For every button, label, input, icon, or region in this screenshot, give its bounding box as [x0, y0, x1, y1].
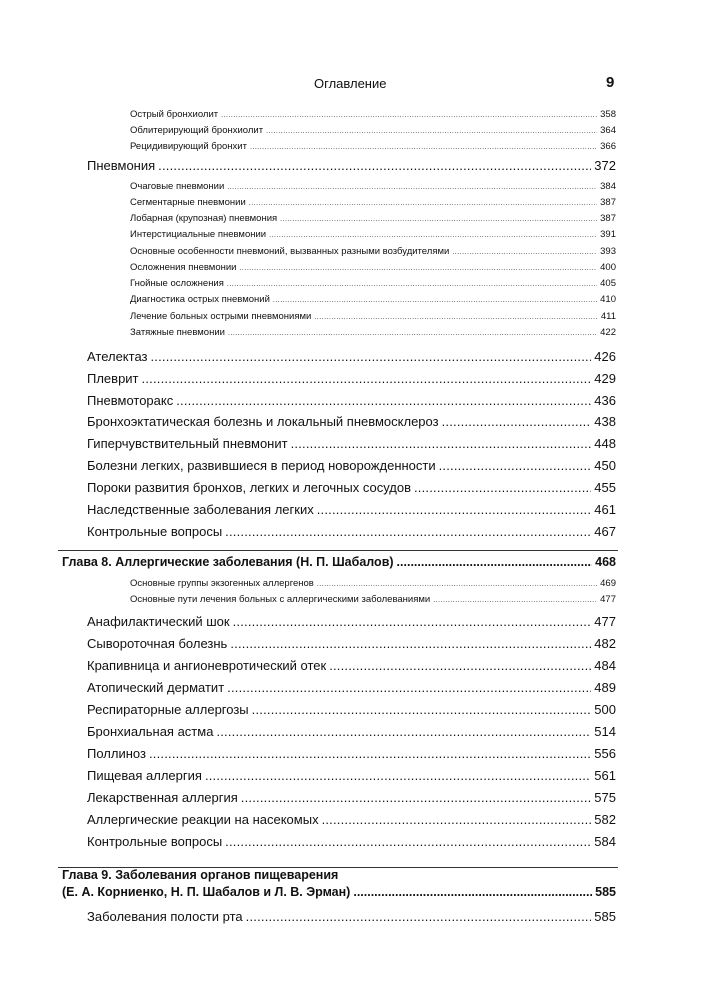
toc-entry-label: Диагностика острых пневмоний [130, 294, 270, 305]
toc-subentry[interactable] [130, 109, 616, 120]
toc-page-number: 400 [600, 262, 616, 273]
toc-entry[interactable] [87, 658, 616, 673]
toc-subentry[interactable] [130, 213, 616, 224]
toc-entry-label: Интерстициальные пневмонии [130, 229, 267, 240]
toc-entry-label: Основные пути лечения больных с аллергическими заболеваниями [130, 594, 431, 605]
toc-entry-label: Плеврит [87, 371, 139, 386]
dot-leader [353, 885, 592, 899]
dot-leader [233, 614, 592, 629]
dot-leader [221, 112, 597, 119]
toc-entry-label: Лекарственная аллергия [87, 790, 238, 805]
dot-leader [225, 524, 591, 539]
toc-entry-label: Очаговые пневмонии [130, 181, 225, 192]
toc-page-number: 467 [594, 524, 616, 539]
toc-subentry[interactable] [130, 594, 616, 605]
toc-entry-label: Бронхиальная астма [87, 724, 214, 739]
toc-subentry[interactable] [130, 278, 616, 289]
toc-page-number: 436 [594, 393, 616, 408]
toc-page-number: 585 [595, 885, 616, 899]
toc-entry[interactable] [87, 158, 616, 173]
toc-subentry[interactable] [130, 197, 616, 208]
toc-entry[interactable] [87, 724, 616, 739]
toc-page-number: 489 [594, 680, 616, 695]
dot-leader [439, 458, 592, 473]
toc-page-number: 514 [594, 724, 616, 739]
dot-leader [280, 216, 597, 223]
toc-entry-label: Гнойные осложнения [130, 278, 224, 289]
toc-page-number: 384 [600, 181, 616, 192]
toc-page-number: 448 [594, 436, 616, 451]
toc-entry-label: Облитерирующий бронхиолит [130, 125, 264, 136]
dot-leader [151, 349, 592, 364]
toc-entry[interactable] [87, 636, 616, 651]
toc-subentry[interactable] [130, 181, 616, 192]
toc-page-number: 455 [594, 480, 616, 495]
dot-leader [216, 724, 591, 739]
toc-page-number: 410 [600, 294, 616, 305]
toc-entry-label: Сывороточная болезнь [87, 636, 228, 651]
toc-subentry[interactable] [130, 294, 616, 305]
dot-leader [230, 636, 591, 651]
page-number: 9 [606, 74, 615, 91]
dot-leader [142, 371, 592, 386]
toc-page-number: 391 [600, 229, 616, 240]
toc-entry[interactable] [87, 502, 616, 517]
toc-page-number: 422 [600, 327, 616, 338]
dot-leader [269, 232, 597, 239]
toc-entry-label: Аллергические реакции на насекомых [87, 812, 319, 827]
toc-entry[interactable] [87, 614, 616, 629]
dot-leader [322, 812, 592, 827]
toc-entry-label: Рецидивирующий бронхит [130, 141, 247, 152]
dot-leader [397, 555, 593, 569]
toc-page-number: 469 [600, 578, 616, 589]
toc-page-number: 450 [594, 458, 616, 473]
toc-entry-label: Осложнения пневмонии [130, 262, 237, 273]
toc-chapter[interactable] [62, 885, 616, 899]
toc-entry-label: Лобарная (крупозная) пневмония [130, 213, 278, 224]
toc-entry-label: Поллиноз [87, 746, 146, 761]
toc-entry-label: Затяжные пневмонии [130, 327, 225, 338]
toc-entry-label: Заболевания полости рта [87, 909, 243, 924]
toc-subentry[interactable] [130, 311, 616, 322]
toc-entry-label: Лечение больных острыми пневмониями [130, 311, 312, 322]
toc-page-number: 429 [594, 371, 616, 386]
toc-entry-label: Анафилактический шок [87, 614, 230, 629]
toc-page-number: 500 [594, 702, 616, 717]
toc-entry-label: Крапивница и ангионевротический отек [87, 658, 327, 673]
dot-leader [250, 144, 597, 151]
toc-entry-label: Респираторные аллергозы [87, 702, 249, 717]
toc-entry-label: Глава 8. Аллергические заболевания (Н. П. Шабалов) [62, 555, 394, 569]
toc-subentry[interactable] [130, 327, 616, 338]
toc-page-number: 575 [594, 790, 616, 805]
toc-entry[interactable] [87, 524, 616, 539]
toc-page-number: 387 [600, 213, 616, 224]
toc-page-number: 426 [594, 349, 616, 364]
section-divider [58, 550, 618, 551]
toc-entry-label: Контрольные вопросы [87, 524, 223, 539]
toc-entry[interactable] [87, 458, 616, 473]
toc-entry[interactable] [87, 768, 616, 783]
dot-leader [227, 184, 597, 191]
dot-leader [317, 502, 592, 517]
dot-leader [249, 200, 597, 207]
dot-leader [273, 297, 597, 304]
toc-entry[interactable] [87, 480, 616, 495]
dot-leader [246, 909, 592, 924]
toc-entry[interactable] [87, 436, 616, 451]
dot-leader [314, 314, 598, 321]
toc-page-number: 585 [594, 909, 616, 924]
dot-leader [433, 597, 597, 604]
toc-page-number: 584 [594, 834, 616, 849]
chapter-title-line: Глава 9. Заболевания органов пищеварения [62, 868, 339, 882]
dot-leader [228, 330, 597, 337]
dot-leader [329, 658, 591, 673]
toc-page-number: 561 [594, 768, 616, 783]
toc-entry-label: Наследственные заболевания легких [87, 502, 314, 517]
toc-entry-label: (Е. А. Корниенко, Н. П. Шабалов и Л. В. Эрман) [62, 885, 351, 899]
toc-entry-label: Атопический дерматит [87, 680, 225, 695]
toc-page-number: 405 [600, 278, 616, 289]
dot-leader [442, 414, 592, 429]
toc-entry-label: Основные группы экзогенных аллергенов [130, 578, 314, 589]
toc-subentry[interactable] [130, 262, 616, 273]
toc-page-number: 387 [600, 197, 616, 208]
toc-page-number: 477 [594, 614, 616, 629]
toc-page-number: 372 [594, 158, 616, 173]
toc-entry[interactable] [87, 812, 616, 827]
toc-entry[interactable] [87, 371, 616, 386]
dot-leader [266, 128, 597, 135]
dot-leader [317, 581, 597, 588]
toc-subentry[interactable] [130, 125, 616, 136]
toc-entry-label: Ателектаз [87, 349, 148, 364]
dot-leader [452, 249, 597, 256]
toc-entry[interactable] [87, 349, 616, 364]
dot-leader [239, 265, 597, 272]
toc-entry[interactable] [87, 680, 616, 695]
header-title: Оглавление [314, 76, 387, 91]
dot-leader [252, 702, 592, 717]
dot-leader [227, 680, 591, 695]
toc-page-number: 461 [594, 502, 616, 517]
toc-chapter[interactable] [62, 555, 616, 569]
toc-page-number: 477 [600, 594, 616, 605]
toc-entry-label: Пищевая аллергия [87, 768, 202, 783]
toc-page-number: 364 [600, 125, 616, 136]
toc-page-number: 582 [594, 812, 616, 827]
toc-entry-label: Острый бронхиолит [130, 109, 219, 120]
dot-leader [227, 281, 597, 288]
toc-entry-label: Гиперчувствительный пневмонит [87, 436, 288, 451]
toc-page-number: 358 [600, 109, 616, 120]
toc-entry-label: Бронхоэктатическая болезнь и локальный пневмосклероз [87, 414, 439, 429]
dot-leader [225, 834, 591, 849]
dot-leader [291, 436, 592, 451]
toc-entry[interactable] [87, 790, 616, 805]
toc-entry-label: Пороки развития бронхов, легких и легочных сосудов [87, 480, 411, 495]
dot-leader [158, 158, 591, 173]
toc-entry[interactable] [87, 414, 616, 429]
toc-subentry[interactable] [130, 141, 616, 152]
toc-entry-label: Основные особенности пневмоний, вызванных разными возбудителями [130, 246, 450, 257]
toc-page-number: 484 [594, 658, 616, 673]
toc-page-number: 438 [594, 414, 616, 429]
dot-leader [414, 480, 591, 495]
toc-entry-label: Пневмония [87, 158, 156, 173]
toc-entry[interactable] [87, 702, 616, 717]
toc-entry-label: Сегментарные пневмонии [130, 197, 246, 208]
toc-page-number: 482 [594, 636, 616, 651]
toc-page-number: 393 [600, 246, 616, 257]
toc-entry[interactable] [87, 746, 616, 761]
toc-page-number: 366 [600, 141, 616, 152]
dot-leader [241, 790, 592, 805]
toc-entry[interactable] [87, 393, 616, 408]
toc-entry-label: Контрольные вопросы [87, 834, 223, 849]
dot-leader [205, 768, 591, 783]
toc-entry-label: Болезни легких, развившиеся в период новорожденности [87, 458, 436, 473]
toc-subentry[interactable] [130, 229, 616, 240]
toc-entry[interactable] [87, 834, 616, 849]
toc-subentry[interactable] [130, 578, 616, 589]
toc-page-number: 411 [600, 311, 616, 322]
toc-page-number: 556 [594, 746, 616, 761]
toc-entry[interactable] [87, 909, 616, 924]
toc-entry-label: Пневмоторакс [87, 393, 174, 408]
dot-leader [149, 746, 591, 761]
toc-page-number: 468 [595, 555, 616, 569]
dot-leader [176, 393, 591, 408]
toc-subentry[interactable] [130, 246, 616, 257]
